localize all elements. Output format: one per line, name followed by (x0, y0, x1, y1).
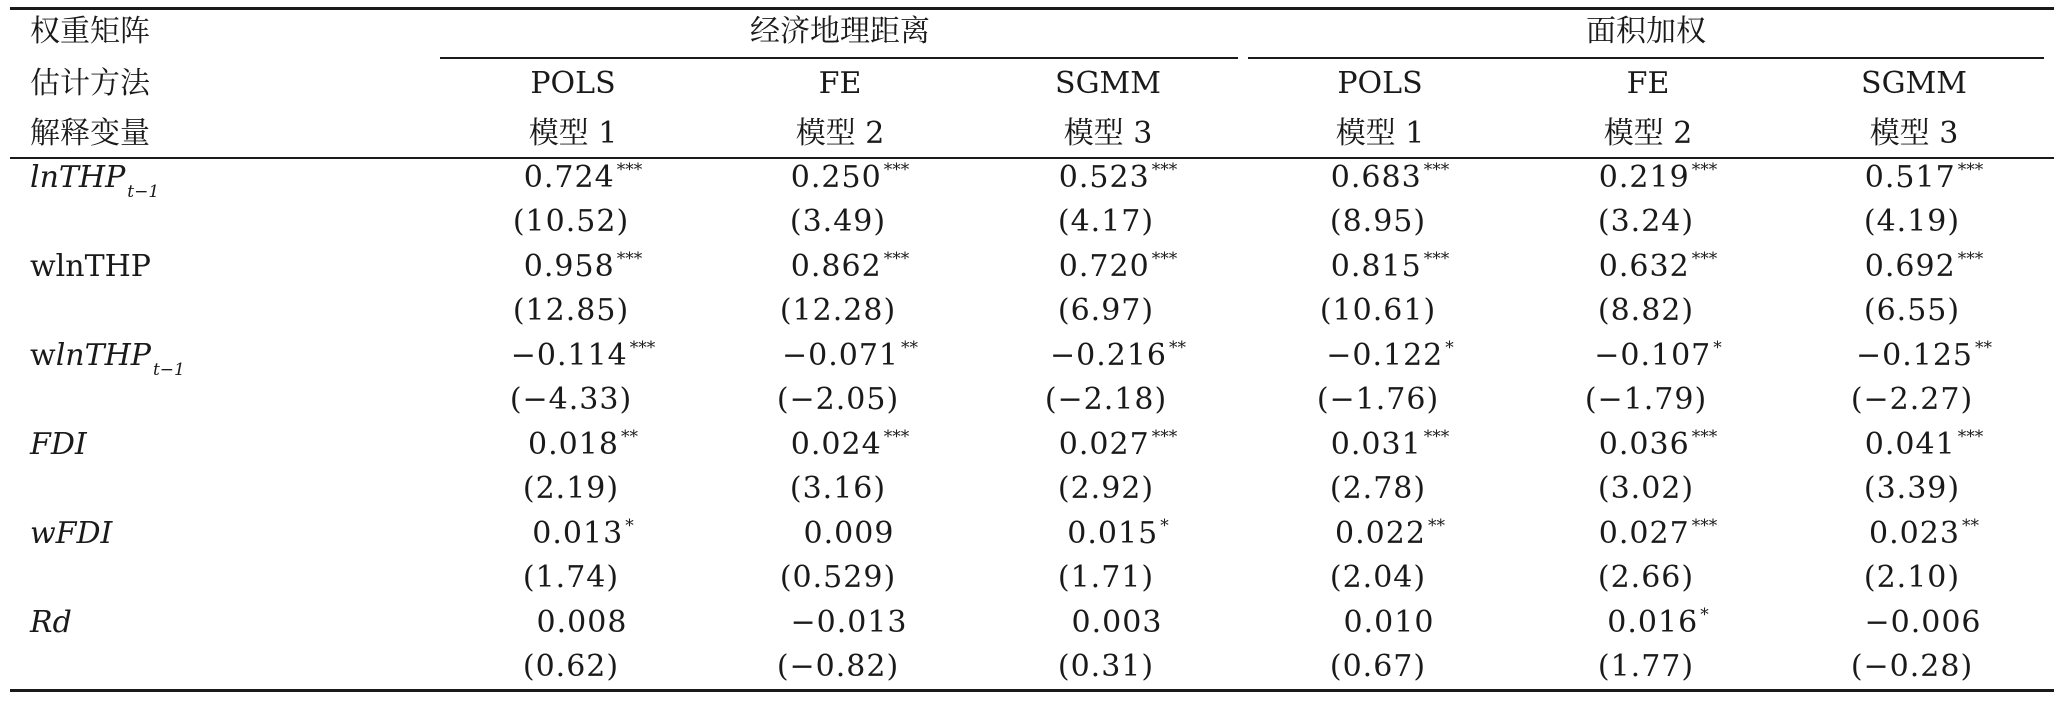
group-header-area-weighted: 面积加权 (1586, 14, 1706, 49)
coefficient-cell (1326, 338, 1454, 378)
significance-stars: *** (1151, 427, 1178, 447)
t-statistic-cell: (10.52) (512, 204, 630, 239)
significance-stars: * (625, 516, 634, 536)
t-statistic-cell: (−1.79) (1584, 382, 1708, 417)
variable-name: wFDI (30, 516, 113, 551)
t-statistic-cell: (1.71) (1057, 560, 1155, 595)
coefficient-cell (537, 605, 630, 645)
coefficient-cell (790, 605, 909, 645)
t-statistic-cell: (−2.27) (1850, 382, 1974, 417)
coefficient-value: 0.009 (803, 516, 895, 551)
variable-prefix: w (30, 338, 56, 373)
method-header: FE (1626, 66, 1670, 101)
coefficient-cell (1599, 516, 1717, 556)
t-statistic-cell: (3.39) (1863, 471, 1961, 506)
t-statistic-cell: (2.04) (1329, 560, 1427, 595)
coefficient-cell (1335, 516, 1445, 556)
method-header: FE (818, 66, 862, 101)
coefficient-cell (1059, 427, 1177, 467)
coefficient-cell (1067, 516, 1168, 556)
significance-stars: * (1160, 516, 1169, 536)
t-statistic-cell: (−0.82) (776, 649, 900, 684)
stub-explanatory-var: 解释变量 (30, 116, 150, 151)
t-statistic-cell: (1.77) (1597, 649, 1695, 684)
coefficient-cell (1059, 249, 1177, 289)
variable-name: lnTHP (30, 160, 126, 195)
t-statistic-cell: (10.61) (1319, 293, 1437, 328)
model-header: 模型 3 (1869, 116, 1959, 151)
coefficient-value: 0.683 (1330, 160, 1422, 195)
coefficient-value: 0.022 (1335, 516, 1426, 551)
model-header: 模型 2 (795, 116, 885, 151)
t-statistic-cell: (3.16) (789, 471, 887, 506)
significance-stars: ** (1427, 516, 1445, 536)
variable-prefix: wlnTHP (30, 249, 151, 284)
method-header: POLS (1337, 66, 1423, 101)
coefficient-cell (1050, 338, 1186, 378)
coefficient-value: 0.815 (1330, 249, 1422, 284)
coefficient-cell (1865, 249, 1983, 289)
t-statistic-cell: (2.92) (1057, 471, 1155, 506)
significance-stars: *** (616, 249, 643, 269)
model-header: 模型 3 (1063, 116, 1153, 151)
coefficient-cell (1072, 605, 1165, 645)
coefficient-value: 0.036 (1598, 427, 1690, 462)
variable-name: lnTHP (55, 338, 151, 373)
coefficient-cell (532, 516, 633, 556)
coefficient-cell (1869, 516, 1979, 556)
coefficient-cell (791, 249, 909, 289)
header-bottom-rule (10, 157, 2054, 159)
group-header-economic-distance: 经济地理距离 (750, 14, 930, 49)
coefficient-cell (1856, 338, 1992, 378)
group-rule-area (1248, 57, 2044, 59)
significance-stars: *** (629, 338, 656, 358)
coefficient-value: −0.006 (1864, 605, 1982, 640)
coefficient-value: 0.219 (1598, 160, 1690, 195)
group-rule-economic (440, 57, 1238, 59)
t-statistic-cell: (3.02) (1597, 471, 1695, 506)
variable-subscript: t−1 (127, 182, 160, 202)
coefficient-cell (1865, 427, 1983, 467)
coefficient-cell (1594, 338, 1722, 378)
coefficient-cell (1607, 605, 1708, 645)
method-header: POLS (530, 66, 616, 101)
t-statistic-cell: (0.62) (522, 649, 620, 684)
significance-stars: * (1700, 605, 1709, 625)
coefficient-value: 0.724 (523, 160, 615, 195)
coefficient-cell (782, 338, 918, 378)
t-statistic-cell: (2.10) (1863, 560, 1961, 595)
t-statistic-cell: (6.55) (1863, 293, 1961, 328)
model-header: 模型 1 (528, 116, 618, 151)
coefficient-value: −0.107 (1594, 338, 1712, 373)
coefficient-value: 0.010 (1343, 605, 1435, 640)
t-statistic-cell: (2.19) (522, 471, 620, 506)
variable-label (30, 338, 185, 378)
t-statistic-cell: (3.24) (1597, 204, 1695, 239)
t-statistic-cell: (0.529) (779, 560, 897, 595)
coefficient-value: 0.720 (1058, 249, 1150, 284)
coefficient-value: 0.024 (790, 427, 882, 462)
stub-weight-matrix: 权重矩阵 (30, 14, 150, 49)
coefficient-value: −0.122 (1326, 338, 1444, 373)
coefficient-cell (804, 516, 897, 556)
method-header: SGMM (1055, 66, 1161, 101)
variable-name: Rd (30, 605, 72, 640)
coefficient-cell (1599, 427, 1717, 467)
variable-label (30, 249, 151, 285)
significance-stars: *** (883, 249, 910, 269)
coefficient-value: 0.041 (1864, 427, 1956, 462)
coefficient-value: 0.016 (1607, 605, 1699, 640)
significance-stars: *** (1957, 160, 1984, 180)
t-statistic-cell: (−1.76) (1316, 382, 1440, 417)
significance-stars: ** (1975, 338, 1993, 358)
t-statistic-cell: (8.95) (1329, 204, 1427, 239)
significance-stars: *** (616, 160, 643, 180)
significance-stars: ** (1961, 516, 1979, 536)
t-statistic-cell: (0.67) (1329, 649, 1427, 684)
significance-stars: *** (1423, 427, 1450, 447)
significance-stars: *** (1151, 249, 1178, 269)
variable-subscript: t−1 (152, 360, 185, 380)
coefficient-value: 0.692 (1864, 249, 1956, 284)
significance-stars: * (1713, 338, 1722, 358)
coefficient-cell (1331, 160, 1449, 200)
significance-stars: *** (1151, 160, 1178, 180)
variable-label (30, 605, 72, 641)
significance-stars: *** (1691, 249, 1718, 269)
method-header: SGMM (1861, 66, 1967, 101)
significance-stars: * (1445, 338, 1454, 358)
coefficient-value: 0.018 (528, 427, 619, 462)
coefficient-value: 0.250 (790, 160, 882, 195)
t-statistic-cell: (2.78) (1329, 471, 1427, 506)
variable-label (30, 427, 87, 463)
t-statistic-cell: (0.31) (1057, 649, 1155, 684)
t-statistic-cell: (4.19) (1863, 204, 1961, 239)
variable-name: FDI (30, 427, 87, 462)
coefficient-value: 0.008 (536, 605, 628, 640)
t-statistic-cell: (−2.05) (776, 382, 900, 417)
coefficient-cell (1331, 427, 1449, 467)
table-bottom-rule (10, 689, 2054, 692)
significance-stars: *** (1957, 427, 1984, 447)
model-header: 模型 1 (1335, 116, 1425, 151)
coefficient-value: 0.031 (1330, 427, 1422, 462)
coefficient-value: 0.027 (1598, 516, 1690, 551)
t-statistic-cell: (2.66) (1597, 560, 1695, 595)
coefficient-cell (1864, 605, 1983, 645)
t-statistic-cell: (1.74) (522, 560, 620, 595)
significance-stars: *** (1423, 249, 1450, 269)
t-statistic-cell: (−4.33) (509, 382, 633, 417)
coefficient-value: 0.023 (1869, 516, 1960, 551)
coefficient-value: 0.632 (1598, 249, 1690, 284)
significance-stars: *** (883, 427, 910, 447)
table-top-rule (10, 7, 2054, 10)
coefficient-value: 0.958 (523, 249, 615, 284)
coefficient-cell (1344, 605, 1437, 645)
coefficient-value: 0.862 (790, 249, 882, 284)
coefficient-cell (528, 427, 638, 467)
coefficient-value: 0.013 (532, 516, 624, 551)
coefficient-value: −0.013 (790, 605, 908, 640)
variable-label (30, 516, 112, 552)
significance-stars: ** (901, 338, 919, 358)
coefficient-cell (524, 249, 642, 289)
significance-stars: *** (1691, 516, 1718, 536)
significance-stars: *** (883, 160, 910, 180)
variable-label (30, 160, 159, 200)
coefficient-value: −0.071 (781, 338, 900, 373)
coefficient-value: 0.003 (1071, 605, 1163, 640)
coefficient-cell (1599, 160, 1717, 200)
coefficient-value: −0.125 (1855, 338, 1974, 373)
significance-stars: *** (1691, 160, 1718, 180)
coefficient-cell (524, 160, 642, 200)
coefficient-value: −0.216 (1049, 338, 1168, 373)
significance-stars: *** (1957, 249, 1984, 269)
t-statistic-cell: (12.85) (512, 293, 630, 328)
t-statistic-cell: (8.82) (1597, 293, 1695, 328)
significance-stars: ** (1169, 338, 1187, 358)
significance-stars: *** (1423, 160, 1450, 180)
model-header: 模型 2 (1603, 116, 1693, 151)
t-statistic-cell: (−0.28) (1850, 649, 1974, 684)
t-statistic-cell: (3.49) (789, 204, 887, 239)
significance-stars: *** (1691, 427, 1718, 447)
coefficient-cell (1865, 160, 1983, 200)
coefficient-value: 0.523 (1058, 160, 1150, 195)
coefficient-cell (1599, 249, 1717, 289)
coefficient-cell (1331, 249, 1449, 289)
coefficient-value: 0.027 (1058, 427, 1150, 462)
stub-estimation-method: 估计方法 (30, 66, 150, 101)
coefficient-value: 0.015 (1067, 516, 1159, 551)
t-statistic-cell: (4.17) (1057, 204, 1155, 239)
t-statistic-cell: (6.97) (1057, 293, 1155, 328)
coefficient-cell (511, 338, 656, 378)
coefficient-cell (791, 427, 909, 467)
coefficient-cell (791, 160, 909, 200)
t-statistic-cell: (−2.18) (1044, 382, 1168, 417)
coefficient-value: 0.517 (1864, 160, 1956, 195)
coefficient-cell (1059, 160, 1177, 200)
t-statistic-cell: (12.28) (779, 293, 897, 328)
coefficient-value: −0.114 (510, 338, 628, 373)
significance-stars: ** (620, 427, 638, 447)
